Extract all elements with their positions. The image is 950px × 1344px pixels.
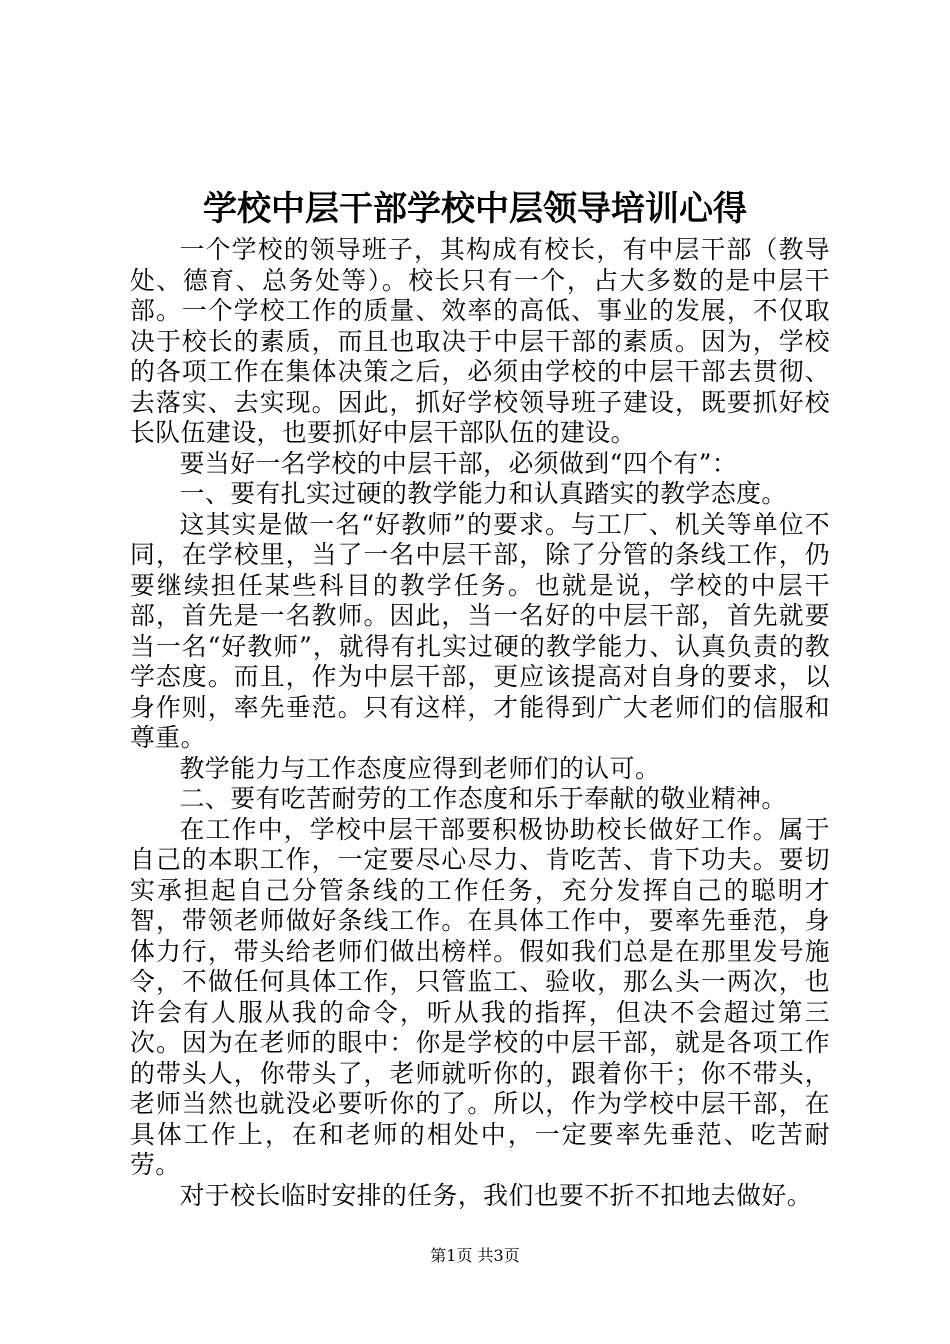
paragraph: 对于校长临时安排的任务，我们也要不折不扣地去做好。 [179, 1180, 813, 1210]
document-body [130, 235, 830, 1211]
page-footer: 第1页 共3页 [430, 1246, 520, 1265]
paragraph: 这其实是做一名“好教师”的要求。与工厂、机关等单位不同，在学校里，当了一名中层干部，除了分管的条线工作，仍要继续担任某些科目的教学任务。也就是说，学校的中层干部，首先是一名教师。因此，当一名好的中层干部，首先就要当一名“好教师”，就得有扎实过硬的教学能力、认真负责的教学态度。而且，作为中层干部，更应该提高对自身的要求，以身作则，率先垂范。只有这样，才能得到广大老师们的信服和尊重。 [130, 509, 830, 752]
paragraph: 一个学校的领导班子，其构成有校长，有中层干部（教导处、德育、总务处等）。校长只有一个，占大多数的是中层干部。一个学校工作的质量、效率的高低、事业的发展，不仅取决于校长的素质，而且也取决于中层干部的素质。因为，学校的各项工作在集体决策之后，必须由学校的中层干部去贯彻、去落实、去实现。因此，抓好学校领导班子建设，既要抓好校长队伍建设，也要抓好中层干部队伍的建设。 [130, 235, 830, 447]
paragraph: 要当好一名学校的中层干部，必须做到“四个有”： [179, 448, 738, 478]
paragraph: 一、要有扎实过硬的教学能力和认真踏实的教学态度。 [179, 479, 787, 508]
paragraph: 教学能力与工作态度应得到老师们的认可。 [179, 753, 661, 783]
document-title: 学校中层干部学校中层领导培训心得 [203, 189, 747, 229]
paragraph: 在工作中，学校中层干部要积极协助校长做好工作。属于自己的本职工作，一定要尽心尽力、肯吃苦、肯下功夫。要切实承担起自己分管条线的工作任务，充分发挥自己的聪明才智，带领老师做好条线工作。在具体工作中，要率先垂范，身体力行，带头给老师们做出榜样。假如我们总是在那里发号施令，不做任何具体工作，只管监工、验收，那么头一两次，也许会有人服从我的命令，听从我的指挥，但决不会超过第三次。因为在老师的眼中：你是学校的中层干部，就是各项工作的带头人，你带头了，老师就听你的，跟着你干；你不带头，老师当然也就没必要听你的了。所以，作为学校中层干部，在具体工作上，在和老师的相处中，一定要率先垂范、吃苦耐劳。 [130, 814, 830, 1179]
paragraph: 二、要有吃苦耐劳的工作态度和乐于奉献的敬业精神。 [179, 784, 787, 813]
